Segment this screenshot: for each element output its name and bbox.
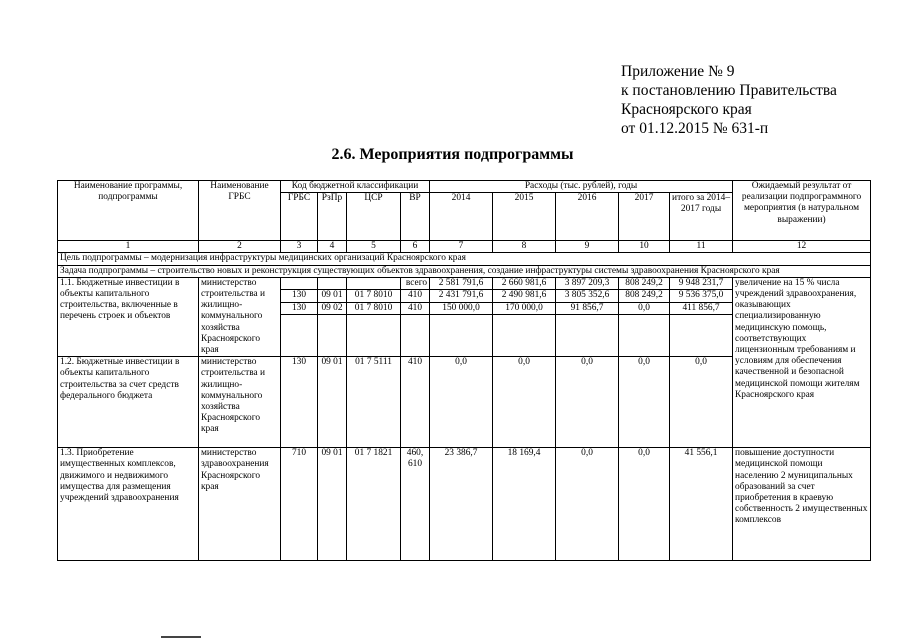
row1b-2016: 91 856,7 xyxy=(556,302,619,314)
header-2017: 2017 xyxy=(619,193,670,241)
measures-table xyxy=(57,180,871,561)
col-num-7: 7 xyxy=(430,241,493,253)
row1-name: 1.1. Бюджетные инвестиции в объекты капитального строительства, включенные в перечень строек и объектов xyxy=(58,277,199,356)
goal-text: Цель подпрограммы – модернизация инфраструктуры медицинских организаций Красноярского края xyxy=(58,253,871,265)
header-rzpr: РзПр xyxy=(318,193,347,241)
row2-2017: 0,0 xyxy=(619,357,670,448)
row2-grbs-name: министерство строительства и жилищно-коммунального хозяйства Красноярского края xyxy=(199,357,281,448)
header-result: Ожидаемый результат от реализации подпрограммного мероприятия (в натуральном выражении) xyxy=(733,181,871,241)
row1a-2015: 2 490 981,6 xyxy=(493,290,556,302)
row1a-rzpr: 09 01 xyxy=(318,290,347,302)
header-2014: 2014 xyxy=(430,193,493,241)
row2-grbs: 130 xyxy=(281,357,318,448)
row2-total: 0,0 xyxy=(670,357,733,448)
col-num-6: 6 xyxy=(401,241,430,253)
row1-total-label: всего xyxy=(401,277,430,289)
row3-vr: 460, 610 xyxy=(401,448,430,561)
column-number-row xyxy=(58,241,871,253)
row3-rzpr: 09 01 xyxy=(318,448,347,561)
appendix-line-2: к постановлению Правительства xyxy=(621,82,837,99)
row1b-csr: 01 7 8010 xyxy=(347,302,401,314)
col-num-8: 8 xyxy=(493,241,556,253)
row1a-2017: 808 249,2 xyxy=(619,290,670,302)
goal-row xyxy=(58,253,871,265)
row1-total-total: 9 948 231,7 xyxy=(670,277,733,289)
header-csr: ЦСР xyxy=(347,193,401,241)
task-row xyxy=(58,265,871,277)
row1b-vr: 410 xyxy=(401,302,430,314)
row2-2015: 0,0 xyxy=(493,357,556,448)
appendix-line-4: от 01.12.2015 № 631-п xyxy=(621,120,769,137)
row3-2016: 0,0 xyxy=(556,448,619,561)
row1-result: увеличение на 15 % числа учреждений здравоохранения, оказывающих специализированную медицинскую помощь, соответствующих лицензионным требованиям и условиям для обеспечения качественной и безопасной медицинской помощи жителям Красноярского края xyxy=(733,277,871,447)
header-total: итого за 2014–2017 годы xyxy=(670,193,733,241)
col-num-2: 2 xyxy=(199,241,281,253)
row2-csr: 01 7 5111 xyxy=(347,357,401,448)
row2-rzpr: 09 01 xyxy=(318,357,347,448)
row3-total: 41 556,1 xyxy=(670,448,733,561)
col-num-10: 10 xyxy=(619,241,670,253)
header-2015: 2015 xyxy=(493,193,556,241)
row3-grbs-name: министерство здравоохранения Красноярского края xyxy=(199,448,281,561)
row1-total-2016: 3 897 209,3 xyxy=(556,277,619,289)
row3-name: 1.3. Приобретение имущественных комплексов, движимого и недвижимого имущества для размещения учреждений здравоохранения xyxy=(58,448,199,561)
row3-csr: 01 7 1821 xyxy=(347,448,401,561)
col-num-5: 5 xyxy=(347,241,401,253)
row1a-csr: 01 7 8010 xyxy=(347,290,401,302)
page-edge-mark xyxy=(161,636,201,638)
header-expenses-group: Расходы (тыс. рублей), годы xyxy=(430,181,733,193)
row1b-2014: 150 000,0 xyxy=(430,302,493,314)
row1-total-2015: 2 660 981,6 xyxy=(493,277,556,289)
row2-2016: 0,0 xyxy=(556,357,619,448)
row1-total-2017: 808 249,2 xyxy=(619,277,670,289)
col-num-4: 4 xyxy=(318,241,347,253)
header-vr: ВР xyxy=(401,193,430,241)
header-grbs-name: Наименование ГРБС xyxy=(199,181,281,241)
row1a-2016: 3 805 352,6 xyxy=(556,290,619,302)
row1b-2017: 0,0 xyxy=(619,302,670,314)
header-code-group: Код бюджетной классификации xyxy=(281,181,430,193)
row2-2014: 0,0 xyxy=(430,357,493,448)
row1-grbs-name: министерство строительства и жилищно-коммунального хозяйства Красноярского края xyxy=(199,277,281,356)
row3-result: повышение доступности медицинской помощи населению 2 муниципальных образований за счет приобретения в краевую собственность 2 имущественных комплексов xyxy=(733,448,871,561)
header-grbs: ГРБС xyxy=(281,193,318,241)
row1a-grbs: 130 xyxy=(281,290,318,302)
task-text: Задача подпрограммы – строительство новых и реконструкция существующих объектов здравоохранения, создание инфраструктуры системы здравоохранения Красноярского края xyxy=(58,265,871,277)
table-row-1-1 xyxy=(58,277,871,289)
row1-total-2014: 2 581 791,6 xyxy=(430,277,493,289)
col-num-12: 12 xyxy=(733,241,871,253)
appendix-line-3: Красноярского края xyxy=(621,101,752,118)
col-num-11: 11 xyxy=(670,241,733,253)
header-name: Наименование программы, подпрограммы xyxy=(58,181,199,241)
row1b-rzpr: 09 02 xyxy=(318,302,347,314)
col-num-1: 1 xyxy=(58,241,199,253)
row1b-2015: 170 000,0 xyxy=(493,302,556,314)
row2-vr: 410 xyxy=(401,357,430,448)
col-num-9: 9 xyxy=(556,241,619,253)
header-2016: 2016 xyxy=(556,193,619,241)
header-row-1 xyxy=(58,181,871,193)
appendix-line-1: Приложение № 9 xyxy=(621,63,735,80)
row1b-total: 411 856,7 xyxy=(670,302,733,314)
appendix-block xyxy=(621,62,837,138)
row1a-vr: 410 xyxy=(401,290,430,302)
row1a-2014: 2 431 791,6 xyxy=(430,290,493,302)
row3-grbs: 710 xyxy=(281,448,318,561)
page-title: 2.6. Мероприятия подпрограммы xyxy=(331,146,574,163)
row3-2014: 23 386,7 xyxy=(430,448,493,561)
row1b-grbs: 130 xyxy=(281,302,318,314)
row1a-total: 9 536 375,0 xyxy=(670,290,733,302)
row2-name: 1.2. Бюджетные инвестиции в объекты капитального строительства за счет средств федерального бюджета xyxy=(58,357,199,448)
table-row-1-3 xyxy=(58,448,871,561)
row3-2015: 18 169,4 xyxy=(493,448,556,561)
row3-2017: 0,0 xyxy=(619,448,670,561)
col-num-3: 3 xyxy=(281,241,318,253)
